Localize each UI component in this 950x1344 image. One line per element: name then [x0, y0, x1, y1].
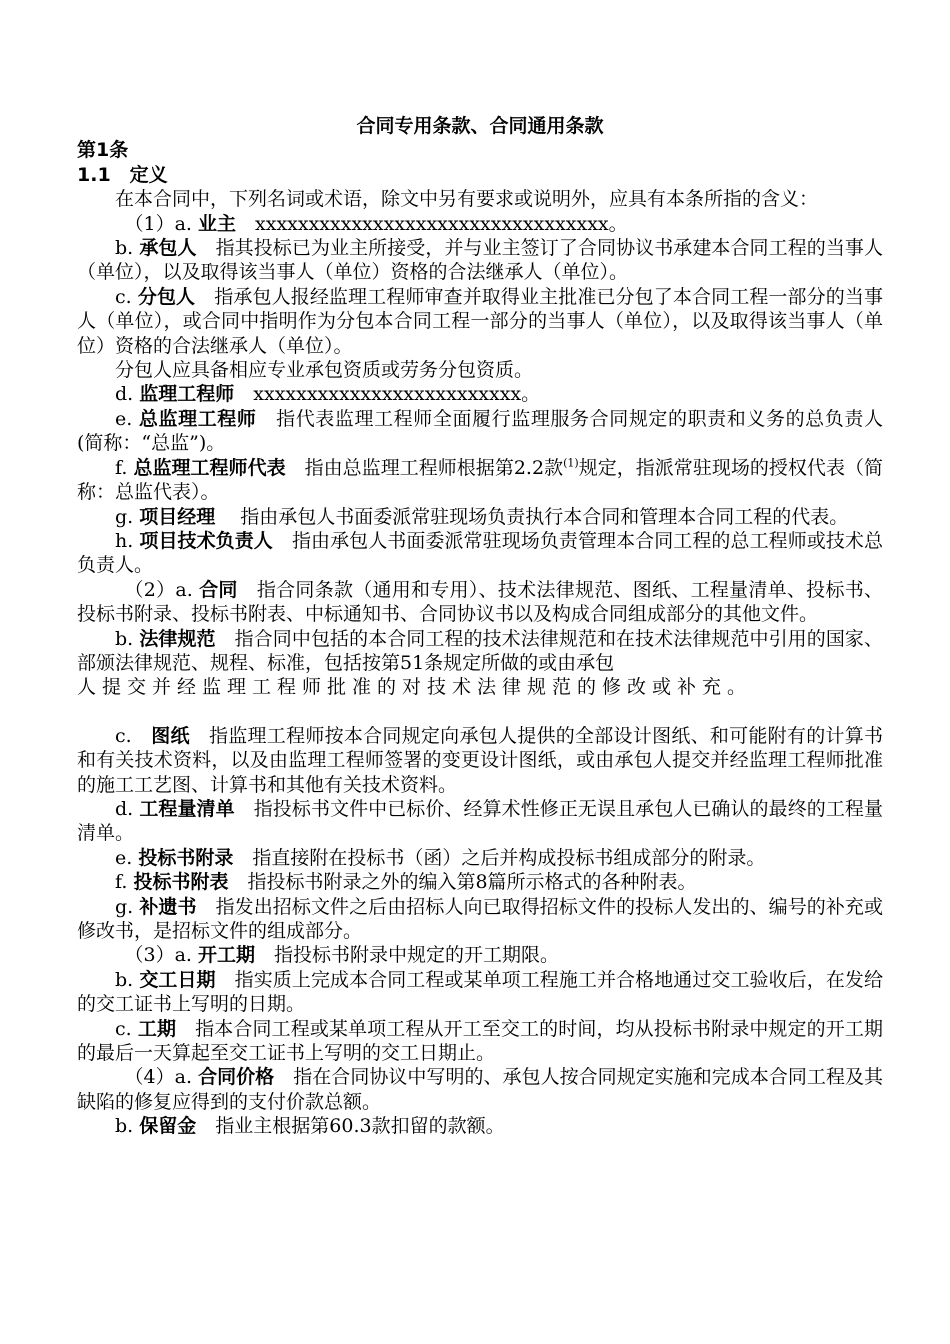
definition-completion-date: b. 交工日期 指实质上完成本合同工程或某单项工程施工并合格地通过交工验收后，在发给的交工证书上写明的日期。: [77, 968, 883, 1016]
definition-drawings: c. 图纸 指监理工程师按本合同规定向承包人提供的全部设计图纸、和可能附有的计算书和有关技术资料，以及由监理工程师签署的变更设计图纸，或由承包人提交并经监理工程师批准的施工工艺图、计算书和其他有关技术资料。: [77, 724, 883, 796]
definition-contractor: b. 承包人 指其投标已为业主所接受，并与业主签订了合同协议书承建本合同工程的当事人（单位），以及取得该当事人（单位）资格的合法继承人（单位）。: [77, 237, 883, 284]
definition-technical-lead: h. 项目技术负责人 指由承包人书面委派常驻现场负责管理本合同工程的总工程师或技术总负责人。: [77, 529, 883, 577]
blank-line: [77, 700, 883, 724]
definition-project-manager: g. 项目经理 指由承包人书面委派常驻现场负责执行本合同和管理本合同工程的代表。: [115, 505, 849, 528]
definition-contract: （2）a. 合同 指合同条款（通用和专用）、技术法律规范、图纸、工程量清单、投标书、投标书附录、投标书附表、中标通知书、合同协议书以及构成合同组成部分的其他文件。: [77, 578, 883, 626]
document-title: 合同专用条款、合同通用条款: [356, 115, 604, 137]
document-page: [77, 114, 883, 1139]
definition-contract-price: （4）a. 合同价格 指在合同协议中写明的、承包人按合同规定实施和完成本合同工程及其缺陷的修复应得到的支付价款总额。: [77, 1066, 883, 1113]
definition-addendum: g. 补遗书 指发出招标文件之后由招标人向已取得招标文件的投标人发出的、编号的补充或修改书，是招标文件的组成部分。: [77, 895, 883, 942]
article-heading: 第1条: [77, 139, 129, 162]
definition-retention: b. 保留金 指业主根据第60.3款扣留的款额。: [115, 1115, 505, 1138]
section-heading: 1.1 定义: [77, 163, 168, 186]
definition-supervising-engineer: d. 监理工程师 xxxxxxxxxxxxxxxxxxxxxxxxx。: [115, 383, 541, 406]
definition-bill-of-quantities: d. 工程量清单 指投标书文件中已标价、经算术性修正无误且承包人已确认的最终的工程量清单。: [77, 797, 883, 845]
definition-specifications: b. 法律规范 指合同中包括的本合同工程的技术法律规范和在技术法律规范中引用的国家、部颁法律规范、规程、标准，包括按第51条规定所做的或由承包 人提交并经监理工程师批准的对技术法律规范的修改或补充。: [77, 627, 883, 699]
definition-tender-appendix: e. 投标书附录 指直接附在投标书（函）之后并构成投标书组成部分的附录。: [115, 846, 766, 869]
footnote-ref: (1): [563, 456, 579, 470]
definition-chief-supervisor: e. 总监理工程师 指代表监理工程师全面履行监理服务合同规定的职责和义务的总负责人(简称：“总监”)。: [77, 407, 883, 455]
subcontractor-note: 分包人应具备相应专业承包资质或劳务分包资质。: [115, 359, 534, 382]
definition-commencement: （3）a. 开工期 指投标书附录中规定的开工期限。: [124, 944, 560, 967]
intro-paragraph: 在本合同中，下列名词或术语，除文中另有要求或说明外，应具有本条所指的含义：: [115, 188, 819, 211]
definition-tender-schedules: f. 投标书附表 指投标书附录之外的编入第8篇所示格式的各种附表。: [115, 871, 697, 894]
definition-owner: （1）a. 业主 xxxxxxxxxxxxxxxxxxxxxxxxxxxxxxxxx。: [124, 212, 628, 235]
definition-subcontractor: c. 分包人 指承包人报经监理工程师审查并取得业主批准已分包了本合同工程一部分的当事人（单位），或合同中指明作为分包本合同工程一部分的当事人（单位），以及取得该当事人（单位）资格的合法继承人（单位）。: [77, 285, 883, 357]
definition-duration: c. 工期 指本合同工程或某单项工程从开工至交工的时间，均从投标书附录中规定的开工期的最后一天算起至交工证书上写明的交工日期止。: [77, 1017, 883, 1065]
definition-chief-supervisor-rep: f. 总监理工程师代表 指由总监理工程师根据第2.2款$^{(1)}$规定，指派常驻现场的授权代表（简称：总监代表）。: [77, 456, 883, 504]
